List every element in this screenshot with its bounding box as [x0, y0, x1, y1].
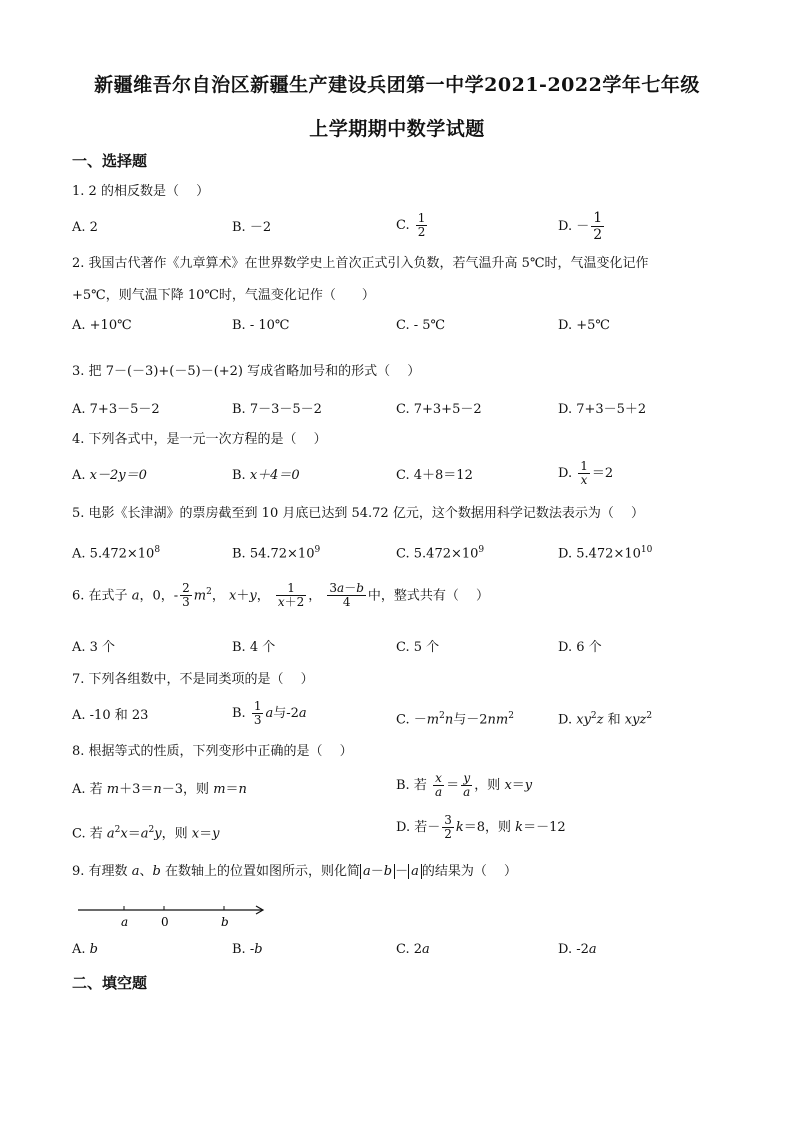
number-line — [78, 900, 268, 934]
label-b: b — [221, 915, 229, 929]
q2-option-b[interactable]: B. - 10℃ — [232, 318, 290, 333]
title-line-1: 新疆维吾尔自治区新疆生产建设兵团第一中学2021-2022学年七年级 — [94, 74, 700, 96]
q3-option-a[interactable]: A. 7+3－5－2 — [72, 402, 160, 417]
q1-option-b[interactable]: B. －2 — [232, 220, 272, 235]
question-3: 3. 把 7－(－3)+(－5)－(+2) 写成省略加号和的形式（ ） — [72, 364, 421, 379]
q4-option-a[interactable]: A. x－2y＝0 — [72, 468, 147, 483]
q5-option-b[interactable]: B. $54.72\times 10^9$ — [232, 545, 321, 562]
label-0: 0 — [161, 915, 169, 929]
q5-option-a[interactable]: A. $5.472\times 10^8$ — [72, 545, 161, 562]
q2-option-d[interactable]: D. +5℃ — [558, 318, 610, 333]
q6-option-d[interactable]: D. 6 个 — [558, 640, 602, 655]
q8-option-a[interactable]: A. 若 m＋3＝n－3，则 m＝n — [72, 782, 247, 797]
q4-option-b[interactable]: B. x＋4＝0 — [232, 468, 300, 483]
q2-option-c[interactable]: C. - 5℃ — [396, 318, 446, 333]
q8-option-d[interactable]: D. 若－ $\frac{3}{2}$ k＝8，则 k＝－12 — [396, 813, 566, 841]
q7-option-c[interactable]: C. $-m^2n$与$-2nm^2$ — [396, 711, 514, 728]
q6-option-c[interactable]: C. 5 个 — [396, 640, 440, 655]
question-7: 7. 下列各组数中，不是同类项的是（ ） — [72, 672, 314, 687]
question-6: 6. 在式子 a，0，- $\frac{2}{3}$ $m^2$， x＋y， $\frac{1}{x+2}$ ， $\frac{3a-b}{4}$ 中，整式共有（ ） — [72, 581, 490, 610]
question-2-line-1: 2. 我国古代著作《九章算术》在世界数学史上首次正式引入负数，若气温升高 5℃时，气温变化记作 — [72, 256, 649, 271]
q3-option-d[interactable]: D. 7+3－5＋2 — [558, 402, 647, 417]
q1-option-c[interactable]: C. $\frac{1}{2}$ — [396, 211, 426, 239]
q3-option-c[interactable]: C. 7+3+5－2 — [396, 402, 482, 417]
section-fill-in: 二、填空题 — [72, 974, 148, 992]
q8-option-b[interactable]: B. 若 $\frac{x}{a}$ ＝ $\frac{y}{a}$ ，则 x＝y — [396, 771, 533, 799]
q1-option-a[interactable]: A. 2 — [72, 220, 98, 235]
q5-option-d[interactable]: D. $5.472\times 10^{10}$ — [558, 545, 653, 562]
q7-option-a[interactable]: A. -10 和 23 — [72, 708, 149, 723]
question-9: 9. 有理数 a、b 在数轴上的位置如图所示，则化简 a－b － a 的结果为（ ） — [72, 864, 517, 879]
q9-option-c[interactable]: C. 2a — [396, 942, 430, 957]
q7-option-d[interactable]: D. $xy^2z$ 和 xyz$^2$ — [558, 711, 653, 728]
q9-option-a[interactable]: A. b — [72, 942, 98, 957]
question-1: 1. 2 的相反数是（ ） — [72, 184, 210, 199]
q4-option-c[interactable]: C. 4＋8＝12 — [396, 468, 473, 483]
q9-option-d[interactable]: D. -2a — [558, 942, 597, 957]
q6-option-a[interactable]: A. 3 个 — [72, 640, 116, 655]
q4-option-d[interactable]: D. $\frac{1}{x}$ ＝2 — [558, 459, 614, 487]
q9-option-b[interactable]: B. -b — [232, 942, 263, 957]
question-8: 8. 根据等式的性质，下列变形中正确的是（ ） — [72, 744, 353, 759]
title-line-2: 上学期期中数学试题 — [309, 118, 485, 140]
q5-option-c[interactable]: C. $5.472\times 10^9$ — [396, 545, 485, 562]
label-a: a — [121, 915, 129, 929]
question-4: 4. 下列各式中，是一元一次方程的是（ ） — [72, 432, 327, 447]
question-5: 5. 电影《长津湖》的票房截至到 10 月底已达到 54.72 亿元，这个数据用科学记数法表示为（ ） — [72, 506, 644, 521]
q8-option-c[interactable]: C. 若 $a^2x=a^2y$，则 x＝y — [72, 825, 220, 842]
q2-option-a[interactable]: A. +10℃ — [72, 318, 132, 333]
q6-option-b[interactable]: B. 4 个 — [232, 640, 276, 655]
q7-option-b[interactable]: B. $\frac{1}{3}$ a与-2a — [232, 699, 307, 727]
q1-option-d[interactable]: D. － $\frac{1}{2}$ — [558, 210, 603, 243]
q3-option-b[interactable]: B. 7－3－5－2 — [232, 402, 322, 417]
section-choice: 一、选择题 — [72, 152, 148, 170]
question-2-line-2: +5℃，则气温下降 10℃时，气温变化记作（ ） — [72, 288, 375, 303]
